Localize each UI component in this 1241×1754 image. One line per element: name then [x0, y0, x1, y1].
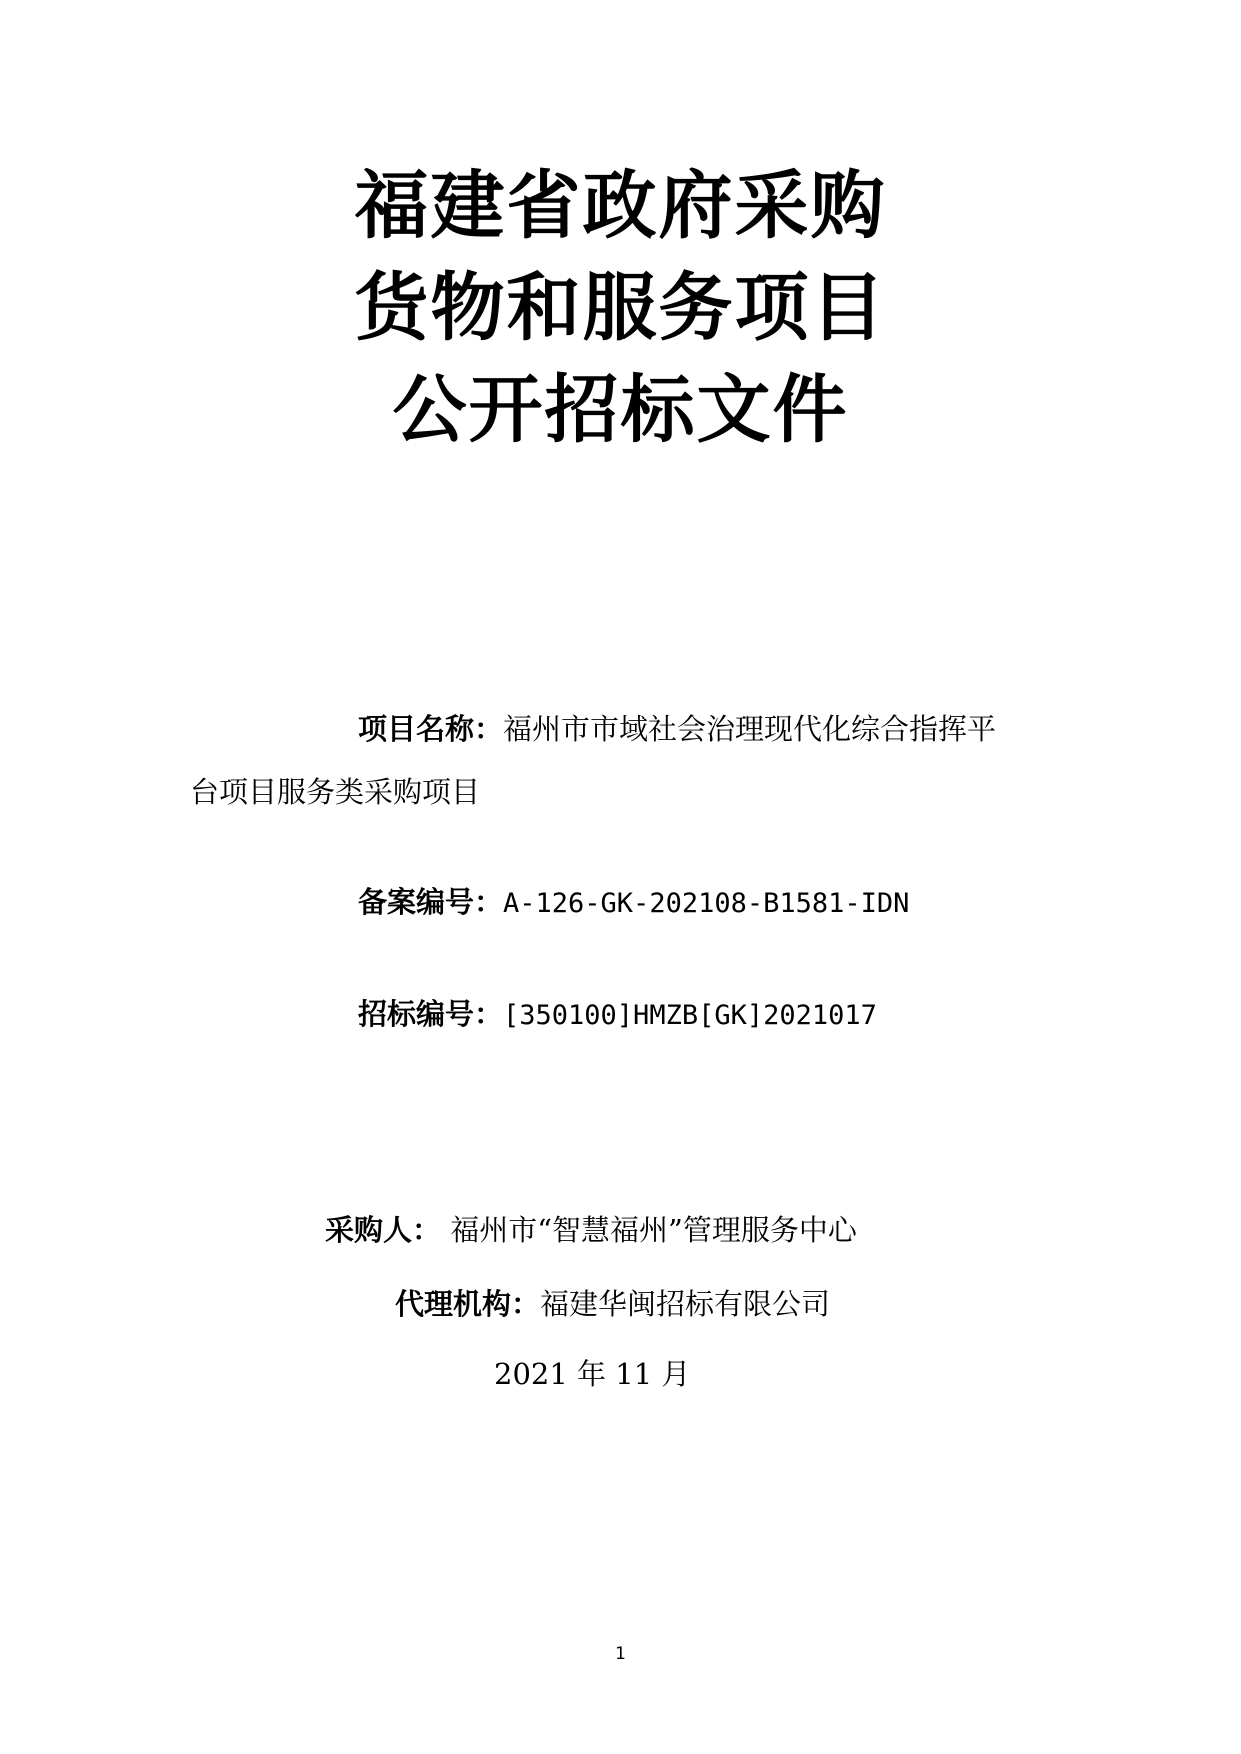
- project-name-value-line2: 台项目服务类采购项目: [190, 775, 481, 809]
- record-number-field: [358, 884, 909, 922]
- agency-value: 福建华闽招标有限公司: [540, 1287, 831, 1321]
- purchaser-field: [325, 1212, 857, 1248]
- project-name-continuation: [190, 774, 480, 810]
- record-number-label: 备案编号：: [358, 885, 504, 919]
- tender-number-value: [350100]HMZB[GK]2021017: [503, 1000, 877, 1031]
- agency-label: 代理机构：: [395, 1287, 541, 1321]
- project-name-label: 项目名称：: [358, 712, 504, 746]
- document-date: 2021 年 11 月: [494, 1357, 691, 1391]
- project-name-value-line1: 福州市市域社会治理现代化综合指挥平: [503, 712, 997, 746]
- purchaser-label: 采购人：: [325, 1213, 442, 1247]
- document-title: [0, 155, 1241, 461]
- project-name-field: [358, 711, 996, 747]
- agency-field: [395, 1286, 830, 1322]
- tender-number-field: [358, 996, 877, 1034]
- page-number: 1: [615, 1644, 626, 1664]
- record-number-value: A-126-GK-202108-B1581-IDN: [503, 888, 910, 919]
- title-line-3: 公开招标文件: [392, 367, 849, 453]
- title-line-1: 福建省政府采购: [354, 163, 887, 249]
- purchaser-value: 福州市“智慧福州”管理服务中心: [441, 1213, 857, 1247]
- title-line-2: 货物和服务项目: [354, 265, 887, 351]
- tender-number-label: 招标编号：: [358, 997, 504, 1031]
